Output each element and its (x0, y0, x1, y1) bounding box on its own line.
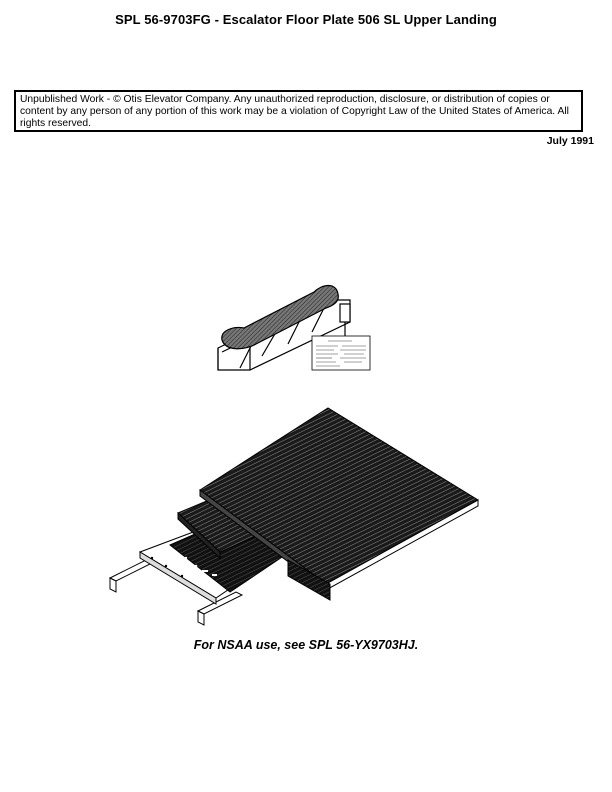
floor-plate-drawing-icon (110, 408, 478, 625)
escalator-locator-diagram-icon (218, 286, 370, 371)
document-date: July 1991 (546, 135, 594, 147)
copyright-notice: Unpublished Work - © Otis Elevator Company. Any unauthorized reproduction, disclosure, or distribution of copies or content by any person of any portion of this work may be a violation of Copyright Law of the United States of America. All rights reserved. (14, 90, 583, 132)
page-title: SPL 56-9703FG - Escalator Floor Plate 506 SL Upper Landing (115, 12, 497, 27)
usage-note-caption: For NSAA use, see SPL 56-YX9703HJ. (193, 638, 419, 652)
